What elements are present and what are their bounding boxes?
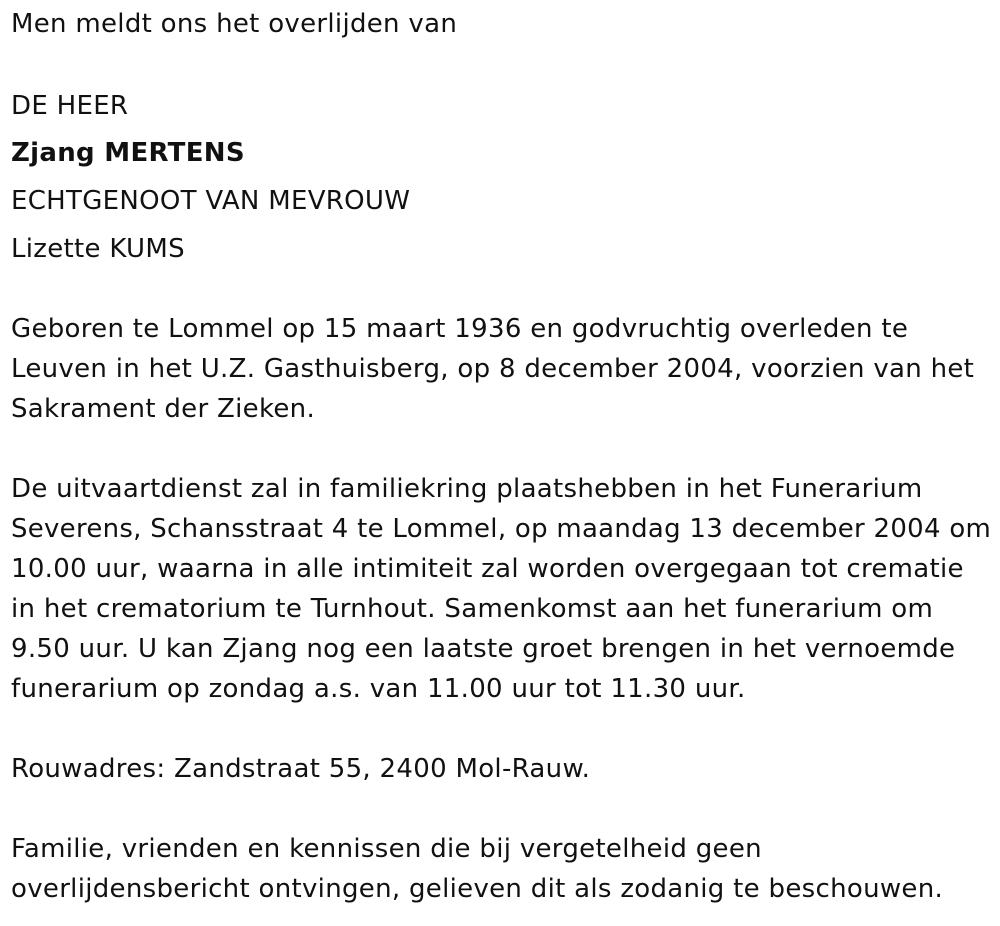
paragraph-line: Severens, Schansstraat 4 te Lommel, op maandag 13 december 2004 om: [11, 514, 992, 544]
deceased-name: Zjang MERTENS: [11, 138, 245, 168]
spouse-name: Lizette KUMS: [11, 234, 185, 264]
paragraph-line: in het crematorium te Turnhout. Samenkomst aan het funerarium om: [11, 594, 934, 624]
intro-line: Men meldt ons het overlijden van: [11, 9, 458, 39]
paragraph-line: overlijdensbericht ontvingen, gelieven dit als zodanig te beschouwen.: [11, 874, 944, 904]
spouse-label: ECHTGENOOT VAN MEVROUW: [11, 186, 411, 216]
paragraph-line: Geboren te Lommel op 15 maart 1936 en godvruchtig overleden te: [11, 314, 909, 344]
paragraph-line: funerarium op zondag a.s. van 11.00 uur tot 11.30 uur.: [11, 674, 746, 704]
paragraph-line: Familie, vrienden en kennissen die bij vergetelheid geen: [11, 834, 762, 864]
paragraph-line: Leuven in het U.Z. Gasthuisberg, op 8 december 2004, voorzien van het: [11, 354, 975, 384]
paragraph-line: Sakrament der Zieken.: [11, 394, 316, 424]
paragraph-line: 10.00 uur, waarna in alle intimiteit zal worden overgegaan tot crematie: [11, 554, 964, 584]
paragraph-line: De uitvaartdienst zal in familiekring plaatshebben in het Funerarium: [11, 474, 923, 504]
mourning-address: Rouwadres: Zandstraat 55, 2400 Mol-Rauw.: [11, 754, 591, 784]
honorific: DE HEER: [11, 91, 129, 121]
paragraph-line: 9.50 uur. U kan Zjang nog een laatste groet brengen in het vernoemde: [11, 634, 956, 664]
